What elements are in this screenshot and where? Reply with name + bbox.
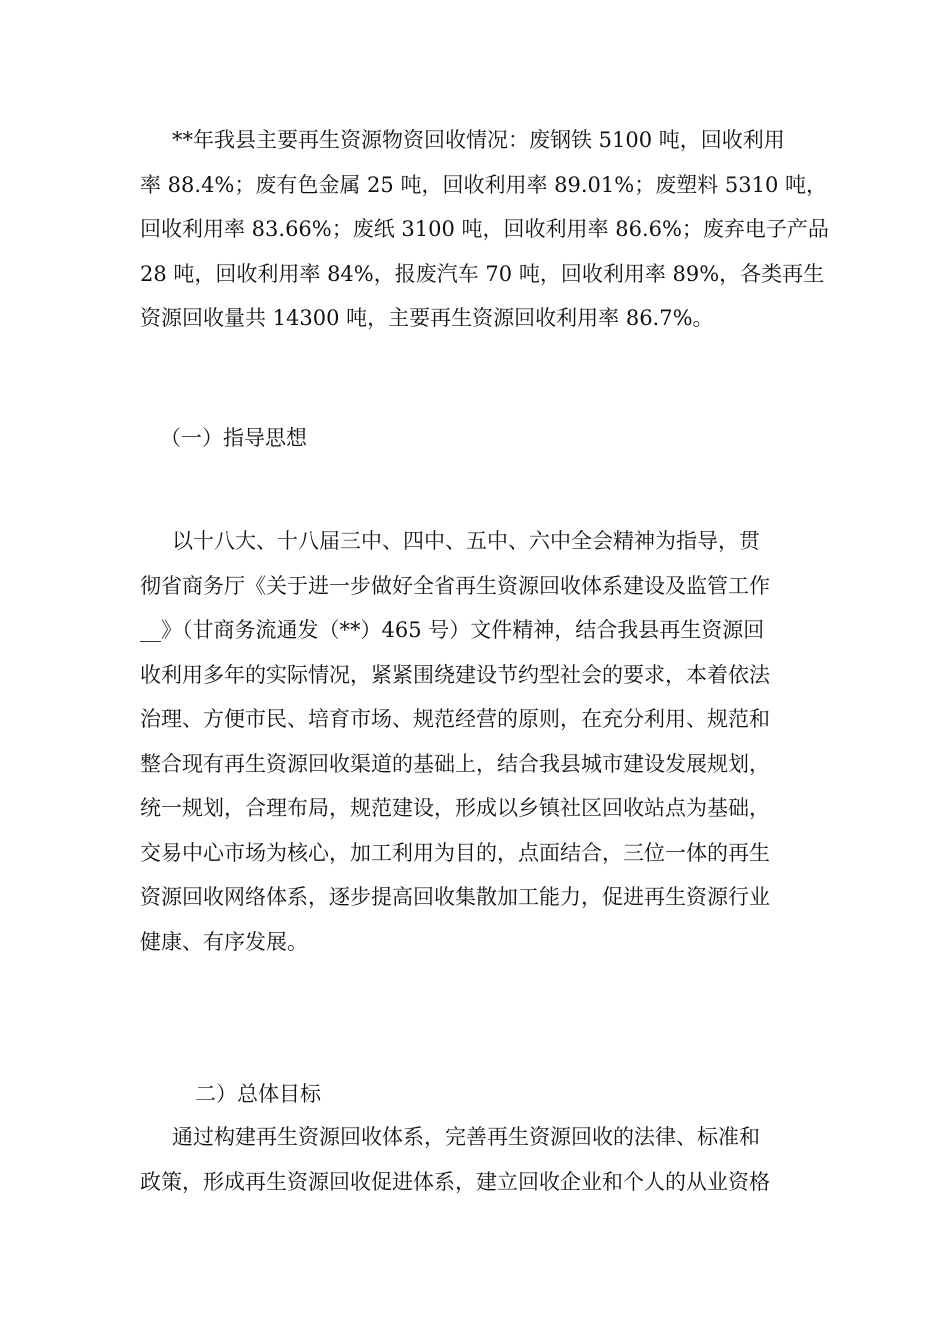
section-heading-guiding-ideology: （一）指导思想: [160, 426, 307, 450]
text-line: 健康、有序发展。: [140, 929, 308, 954]
text-line: 率 88.4%；废有色金属 25 吨，回收利用率 89.01%；废塑料 5310 吨，: [140, 172, 827, 197]
text-line: 回收利用率 83.66%；废纸 3100 吨，回收利用率 86.6%；废弃电子产品: [140, 217, 829, 241]
text-line: 整合现有再生资源回收渠道的基础上，结合我县城市建设发展规划，: [140, 751, 770, 776]
text-line: 统一规划，合理布局，规范建设，形成以乡镇社区回收站点为基础，: [140, 796, 770, 820]
text-line: 以十八大、十八届三中、四中、五中、六中全会精神为指导，贯: [172, 529, 760, 553]
text-line: 28 吨，回收利用率 84%，报废汽车 70 吨，回收利用率 89%，各类再生: [140, 261, 825, 286]
paragraph-guiding-ideology: [140, 519, 825, 964]
text-line: 政策，形成再生资源回收促进体系，建立回收企业和个人的从业资格: [140, 1169, 770, 1194]
text-line: __》（甘商务流通发（**）465 号）文件精神，结合我县再生资源回: [140, 618, 765, 642]
paragraph-recycling-stats: [140, 118, 829, 341]
text-line: 彻省商务厅《关于进一步做好全省再生资源回收体系建设及监管工作: [140, 573, 770, 598]
paragraph-overall-goals: [140, 1115, 825, 1204]
text-line: 收利用多年的实际情况，紧紧围绕建设节约型社会的要求，本着依法: [140, 662, 770, 687]
text-line: 资源回收网络体系，逐步提高回收集散加工能力，促进再生资源行业: [140, 885, 770, 909]
text-line: 通过构建再生资源回收体系，完善再生资源回收的法律、标准和: [172, 1125, 760, 1149]
text-line: 治理、方便市民、培育市场、规范经营的原则，在充分利用、规范和: [140, 707, 770, 731]
text-line: 交易中心市场为核心，加工利用为目的，点面结合，三位一体的再生: [140, 840, 770, 865]
text-line: 资源回收量共 14300 吨，主要再生资源回收利用率 86.7%。: [140, 306, 714, 330]
text-line: **年我县主要再生资源物资回收情况：废钢铁 5100 吨，回收利用: [172, 128, 785, 152]
section-heading-overall-goals: 二）总体目标: [195, 1082, 321, 1106]
